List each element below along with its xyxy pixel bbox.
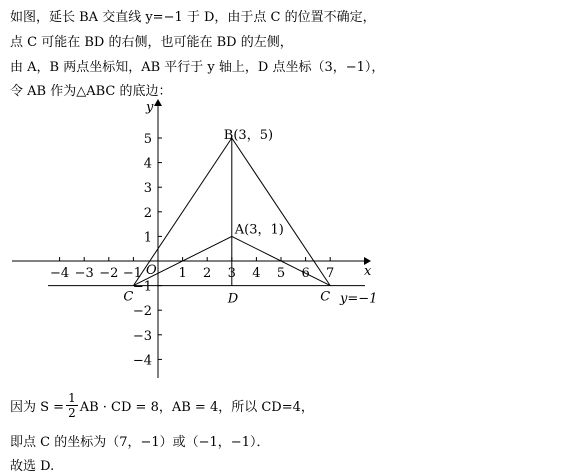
fraction-denominator: 2	[68, 405, 76, 420]
fraction-numerator: 1	[68, 390, 76, 405]
x-axis-label: x	[364, 264, 372, 279]
equation-prefix: 因为 S =	[10, 399, 65, 415]
point-label-B: B(3，5)	[223, 128, 274, 143]
triangle-lines	[48, 138, 365, 286]
y-tick-label--2: −2	[132, 304, 152, 320]
area-equation	[10, 385, 314, 425]
x-tick-label-3: 3	[227, 266, 236, 281]
explanation-line-4: 令 AB 作为△ABC 的底边：	[10, 84, 172, 99]
x-tick-label-5: 5	[276, 266, 286, 281]
x-tick-label-4: 4	[252, 266, 261, 281]
y-tick-label--4: −4	[132, 353, 152, 369]
explanation-line-2: 点 C 可能在 BD 的右侧，也可能在 BD 的左侧，	[10, 35, 293, 50]
point-label-D: D	[227, 291, 239, 307]
equation-suffix: AB · CD = 8，AB = 4，所以 CD=4，	[79, 399, 314, 415]
point-label-A: A(3，1)	[234, 222, 284, 238]
y-tick-label--1: −1	[132, 279, 152, 295]
x-tick-label-7: 7	[326, 266, 335, 281]
point-label-C-right: C	[320, 289, 331, 305]
x-tick-label-2: 2	[203, 266, 212, 281]
y-tick-label-5: 5	[143, 132, 152, 147]
line-label: y=−1	[340, 291, 378, 307]
origin-label: O	[146, 263, 157, 278]
y-axis-label: y	[146, 100, 154, 115]
x-tick-label--2: −2	[99, 266, 119, 281]
y-tick-label--3: −3	[132, 328, 152, 344]
explanation-line-1: 如图，延长 BA 交直线 y=−1 于 D，由于点 C 的位置不确定，	[10, 10, 376, 25]
x-tick-label-6: 6	[301, 266, 310, 281]
y-tick-label-1: 1	[143, 230, 152, 246]
tick-marks	[60, 138, 331, 359]
x-tick-label--3: −3	[74, 266, 94, 281]
y-tick-label-4: 4	[143, 156, 152, 172]
segment-C2B	[232, 138, 330, 286]
point-label-C-left: C	[123, 289, 134, 305]
final-choice: 故选 D.	[10, 459, 55, 474]
y-tick-label-2: 2	[143, 205, 152, 221]
x-tick-label-1: 1	[178, 266, 187, 281]
x-tick-label--4: −4	[50, 266, 70, 281]
answer-line: 即点 C 的坐标为（7，−1）或（−1，−1）．	[10, 435, 270, 450]
x-tick-label--1: −1	[122, 266, 142, 281]
y-tick-label-3: 3	[143, 181, 152, 197]
figure-labels	[50, 100, 377, 368]
explanation-line-3: 由 A，B 两点坐标知，AB 平行于 y 轴上，D 点坐标（3，−1），	[10, 60, 385, 75]
axes	[12, 100, 370, 378]
fraction-one-half	[66, 391, 78, 420]
